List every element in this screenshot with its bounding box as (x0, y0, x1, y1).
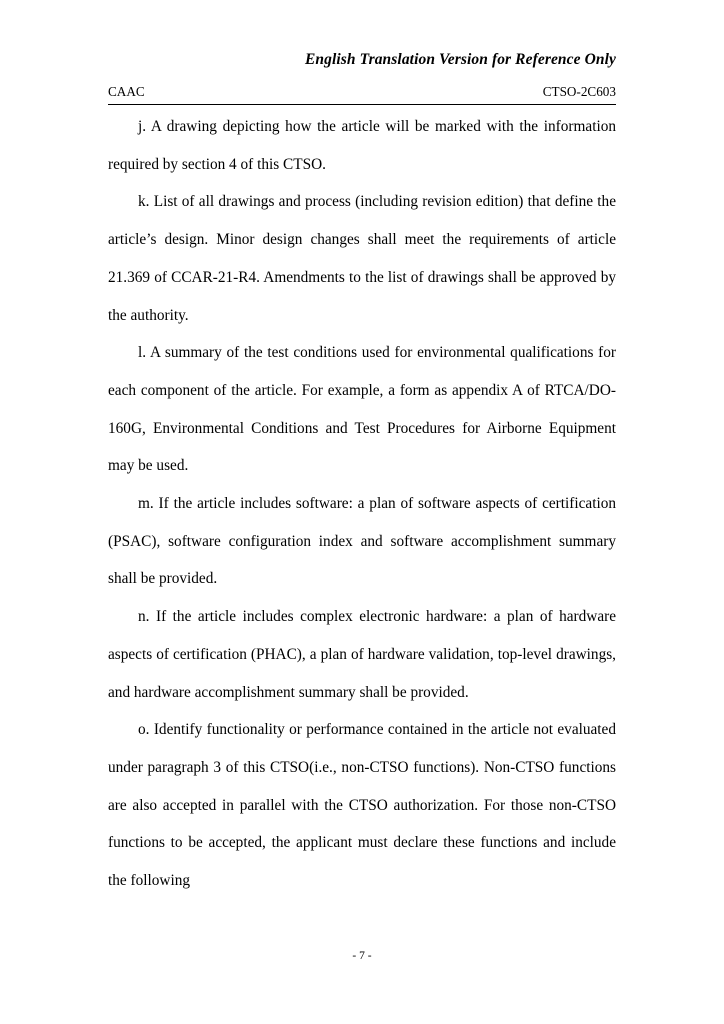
running-header (108, 84, 616, 105)
paragraph-l: l. A summary of the test conditions used for environmental qualifications for each component of the article. For example, a form as appendix A of RTCA/DO-160G, Environmental Conditions and Test Procedures for Airborne Equipment may be used. (108, 344, 616, 475)
paragraph-k: k. List of all drawings and process (including revision edition) that define the article’s design. Minor design changes shall meet the requirements of article 21.369 of CCAR-21-R4. Amendments to the list of drawings shall be approved by the authority. (108, 193, 616, 324)
translation-notice-banner: English Translation Version for Reference Only (304, 51, 616, 68)
paragraph-n: n. If the article includes complex electronic hardware: a plan of hardware aspects of certification (PHAC), a plan of hardware validation, top-level drawings, and hardware accomplishment summary shall be provided. (108, 608, 616, 701)
page-number: - 7 - (352, 950, 372, 962)
paragraph-o: o. Identify functionality or performance contained in the article not evaluated under paragraph 3 of this CTSO(i.e., non-CTSO functions). Non-CTSO functions are also accepted in parallel with the CTSO authorization. For those non-CTSO functions to be accepted, the applicant must declare these functions and include the following (108, 721, 616, 890)
header-document-number: CTSO-2C603 (542, 84, 616, 99)
paragraph-j: j. A drawing depicting how the article will be marked with the information required by section 4 of this CTSO. (108, 118, 616, 173)
paragraph-m: m. If the article includes software: a plan of software aspects of certification (PSAC), software configuration index and software accomplishment summary shall be provided. (108, 495, 616, 588)
header-authority-label: CAAC (108, 84, 145, 99)
document-body (108, 108, 616, 900)
